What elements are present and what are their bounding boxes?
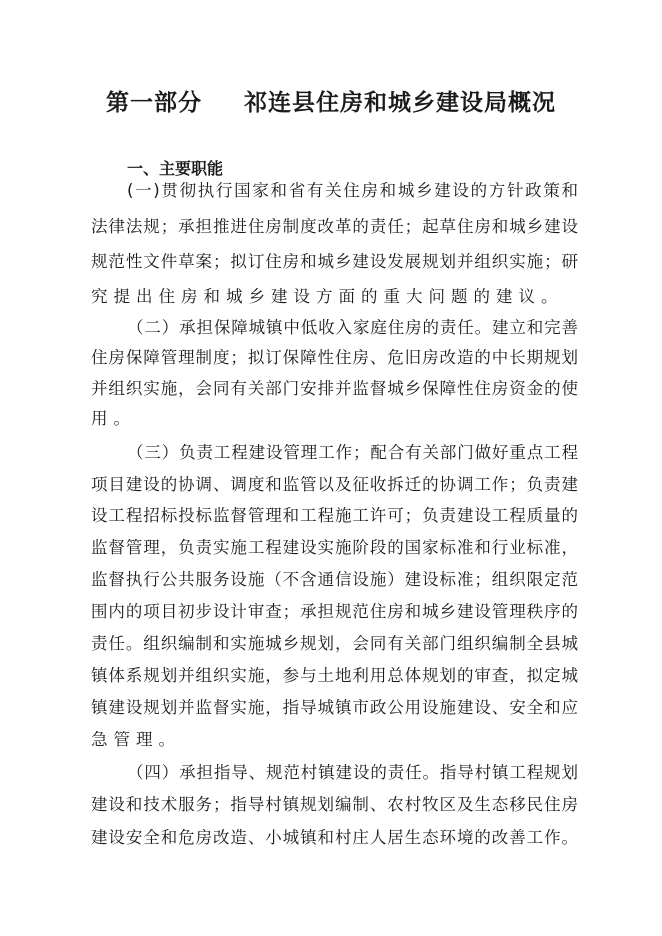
text-line: 法律法规；承担推进住房制度改革的责任；起草住房和城乡建设 [91,217,578,236]
text-line: 围内的项目初步设计审查；承担规范住房和城乡建设管理秩序的 [91,602,578,621]
text-line: 建设和技术服务；指导村镇规划编制、农村牧区及生态移民住房 [91,795,578,814]
page-title [0,84,662,117]
text-line: 镇建设规划并监督实施，指导城镇市政公用设施建设、安全和应 [91,698,578,717]
text-line: 责任。组织编制和实施城乡规划，会同有关部门组织编制全县城 [91,634,578,653]
text-line: 建设安全和危房改造、小城镇和村庄人居生态环境的改善工作。 [91,828,578,847]
text-line: 急管理。 [91,730,181,749]
text-line: （三）负责工程建设管理工作；配合有关部门做好重点工程 [127,443,578,462]
text-line: 用。 [91,409,136,428]
text-line: (一)贯彻执行国家和省有关住房和城乡建设的方针政策和 [127,181,578,200]
text-line: 究提出住房和城乡建设方面的重大问题的建议。 [91,287,564,306]
text-line: 项目建设的协调、调度和监管以及征收拆迁的协调工作；负责建 [91,475,578,494]
text-line: 住房保障管理制度；拟订保障性住房、危旧房改造的中长期规划 [91,348,578,367]
text-line: 设工程招标投标监督管理和工程施工许可；负责建设工程质量的 [91,506,578,525]
text-line: 规范性文件草案；拟订住房和城乡建设发展规划并组织实施；研 [91,252,578,271]
text-line: （二）承担保障城镇中低收入家庭住房的责任。建立和完善 [127,318,578,337]
title-name: 祁连县住房和城乡建设局概况 [244,90,556,116]
text-line: 镇体系规划并组织实施，参与土地利用总体规划的审查，拟定城 [91,666,578,685]
text-line: （四）承担指导、规范村镇建设的责任。指导村镇工程规划 [127,763,578,782]
text-line: 监督管理，负责实施工程建设实施阶段的国家标准和行业标准， [91,538,578,557]
text-line: 监督执行公共服务设施（不含通信设施）建设标准；组织限定范 [91,570,578,589]
section-heading: 一、主要职能 [127,159,224,178]
text-line: 并组织实施，会同有关部门安排并监督城乡保障性住房资金的使 [91,379,578,398]
title-part: 第一部分 [106,90,202,116]
